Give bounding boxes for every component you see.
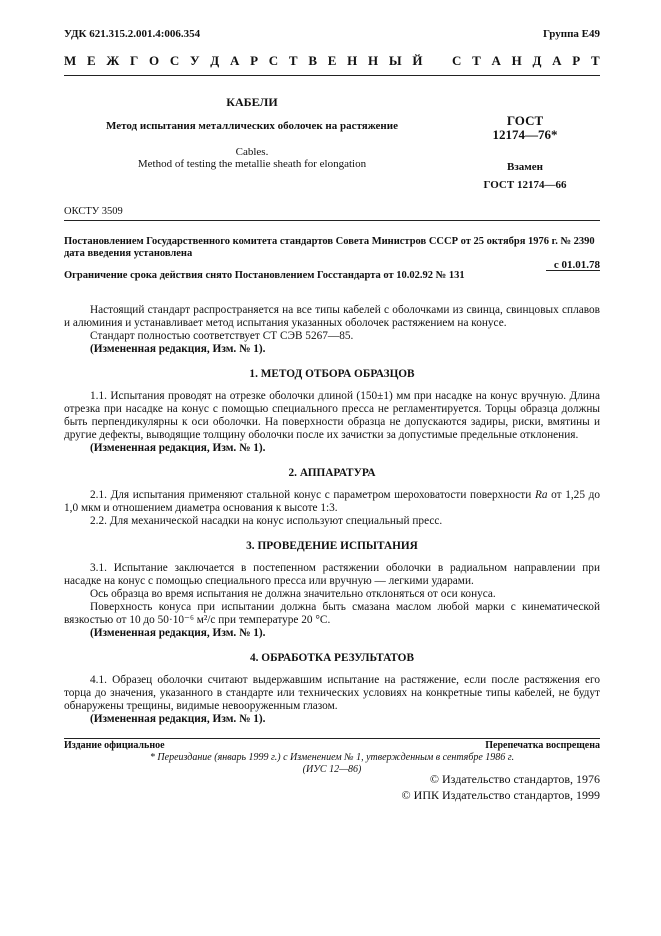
banner-letter: С (268, 53, 279, 68)
effective-date: с 01.01.78 (553, 259, 600, 271)
document-subtitle: Метод испытания металлических оболочек на растяжение (106, 120, 398, 132)
banner-letter: А (552, 53, 562, 68)
english-subtitle: Method of testing the metallie sheath for elongation (137, 158, 367, 170)
banner-letter: Ж (106, 53, 120, 68)
section-1-paragraph: 1.1. Испытания проводят на отрезке оболочки длиной (150±1) мм при насадке на конус вручную. Длина отрезка при насадке на конус с помощью специального пресса не регламентируется. Торцы образца должны быть перпендикулярны к оси оболочки. На поверхности образца не допускаются задиры, риски, вмятины и другие дефекты, выводящие толщину оболочки после их зачистки за допустимые предельные отклонения. (64, 390, 600, 441)
copyright-1999: © ИПК Издательство стандартов, 1999 (401, 788, 600, 802)
section-3-paragraph: Поверхность конуса при испытании должна быть смазана маслом любой марки с кинематической вязкостью от 10 до 50·10⁻⁶ м²/с при температуре 20 °С. (64, 601, 600, 626)
banner-letter: Н (368, 53, 379, 68)
intro-paragraph: Стандарт полностью соответствует СТ СЭВ 5267—85. (90, 330, 354, 342)
gost-number: 12174—76* (492, 127, 558, 142)
edit-note: (Измененная редакция, Изм. № 1). (90, 442, 266, 454)
okstu-divider (64, 220, 600, 221)
edit-note: (Измененная редакция, Изм. № 1). (90, 343, 266, 355)
banner-letter: О (149, 53, 160, 68)
section-3-heading: 3. ПРОВЕДЕНИЕ ИСПЫТАНИЯ (246, 540, 418, 552)
banner-letter: Д (532, 53, 542, 68)
replaces-number: ГОСТ 12174—66 (483, 179, 567, 191)
banner-letter: В (308, 53, 317, 68)
copyright-1976: © Издательство стандартов, 1976 (429, 772, 600, 786)
reissue-note: * Переиздание (январь 1999 г.) с Изменением № 1, утвержденным в сентябре 1986 г. (149, 752, 515, 763)
interstate-standard-banner (64, 53, 600, 69)
reprint-prohibited: Перепечатка воспрещена (485, 740, 600, 751)
section-3-paragraph: 3.1. Испытание заключается в постепенном растяжении оболочки в радиальном направлении при насадке на конус с помощью специального пресса или вручную — легкими ударами. (64, 562, 600, 587)
section-2-heading: 2. АППАРАТУРА (288, 467, 376, 479)
banner-letter: Й (412, 53, 423, 68)
section-2-paragraph: 2.2. Для механической насадки на конус используют специальный пресс. (90, 515, 443, 527)
banner-letter: Г (130, 53, 139, 68)
section-4-heading: 4. ОБРАБОТКА РЕЗУЛЬТАТОВ (250, 652, 414, 664)
section-3-paragraph: Ось образца во время испытания не должна значительно отклоняться от оси конуса. (90, 588, 496, 600)
english-title: Cables. (235, 146, 269, 158)
banner-letter: Д (210, 53, 220, 68)
official-edition: Издание официальное (64, 740, 165, 751)
section-2-paragraph (64, 489, 600, 515)
banner-letter: Р (572, 53, 581, 68)
banner-letter: У (190, 53, 200, 68)
section-4-paragraph: 4.1. Образец оболочки считают выдержавшим испытание на растяжение, если после растяжения его торца до значения, указанного в стандарте или технических условиях на конкретные типы кабелей, не будут обнаружены трещины, видимые невооруженным глазом. (64, 674, 600, 712)
document-body (64, 304, 600, 726)
group-code: Группа Е49 (542, 28, 600, 40)
edit-note: (Измененная редакция, Изм. № 1). (90, 627, 266, 639)
limit-text: Ограничение срока действия снято Постановлением Госстандарта от 10.02.92 № 131 (64, 270, 465, 281)
text-run: 2.1. Для испытания применяют стальной конус с параметром шероховатости поверхности (90, 489, 535, 501)
ra-symbol: Ra (534, 489, 548, 501)
text-run: от 1,25 до 1,0 мкм и отношением диаметра основания к высоте 1:3. (64, 489, 601, 514)
document-title: КАБЕЛИ (226, 95, 278, 109)
banner-letter: М (64, 53, 77, 68)
banner-letter: А (491, 53, 501, 68)
banner-letter: Н (511, 53, 522, 68)
banner-letter: С (169, 53, 180, 68)
okstu-code: ОКСТУ 3509 (64, 206, 123, 217)
gost-label: ГОСТ (506, 113, 544, 128)
ius-note: (ИУС 12—86) (302, 764, 362, 775)
banner-letter: Т (472, 53, 481, 68)
banner-letter: Н (347, 53, 358, 68)
banner-letter: Т (590, 53, 600, 68)
decree-text: Постановлением Государственного комитета стандартов Совета Министров СССР от 25 октября 1976 г. № 2390 дата введения установлена (64, 236, 595, 259)
header-divider (64, 75, 600, 76)
banner-letter: Ы (388, 53, 402, 68)
banner-letter: Е (87, 53, 96, 68)
banner-letter: А (229, 53, 240, 68)
banner-letter: Р (250, 53, 259, 68)
date-underline (546, 270, 600, 271)
banner-letter: Е (327, 53, 337, 68)
udk-code: УДК 621.315.2.001.4:006.354 (64, 28, 201, 40)
section-1-heading: 1. МЕТОД ОТБОРА ОБРАЗЦОВ (249, 368, 415, 380)
banner-letter: С (451, 53, 462, 68)
footer-divider (64, 738, 600, 739)
edit-note: (Измененная редакция, Изм. № 1). (90, 713, 266, 725)
intro-paragraph: Настоящий стандарт распространяется на все типы кабелей с оболочками из свинца, свинцовых сплавов и алюминия и устанавливает метод испытания указанных оболочек растяжением на конусе. (64, 304, 600, 329)
replaces-label: Взамен (507, 161, 543, 173)
banner-letter: Т (288, 53, 298, 68)
